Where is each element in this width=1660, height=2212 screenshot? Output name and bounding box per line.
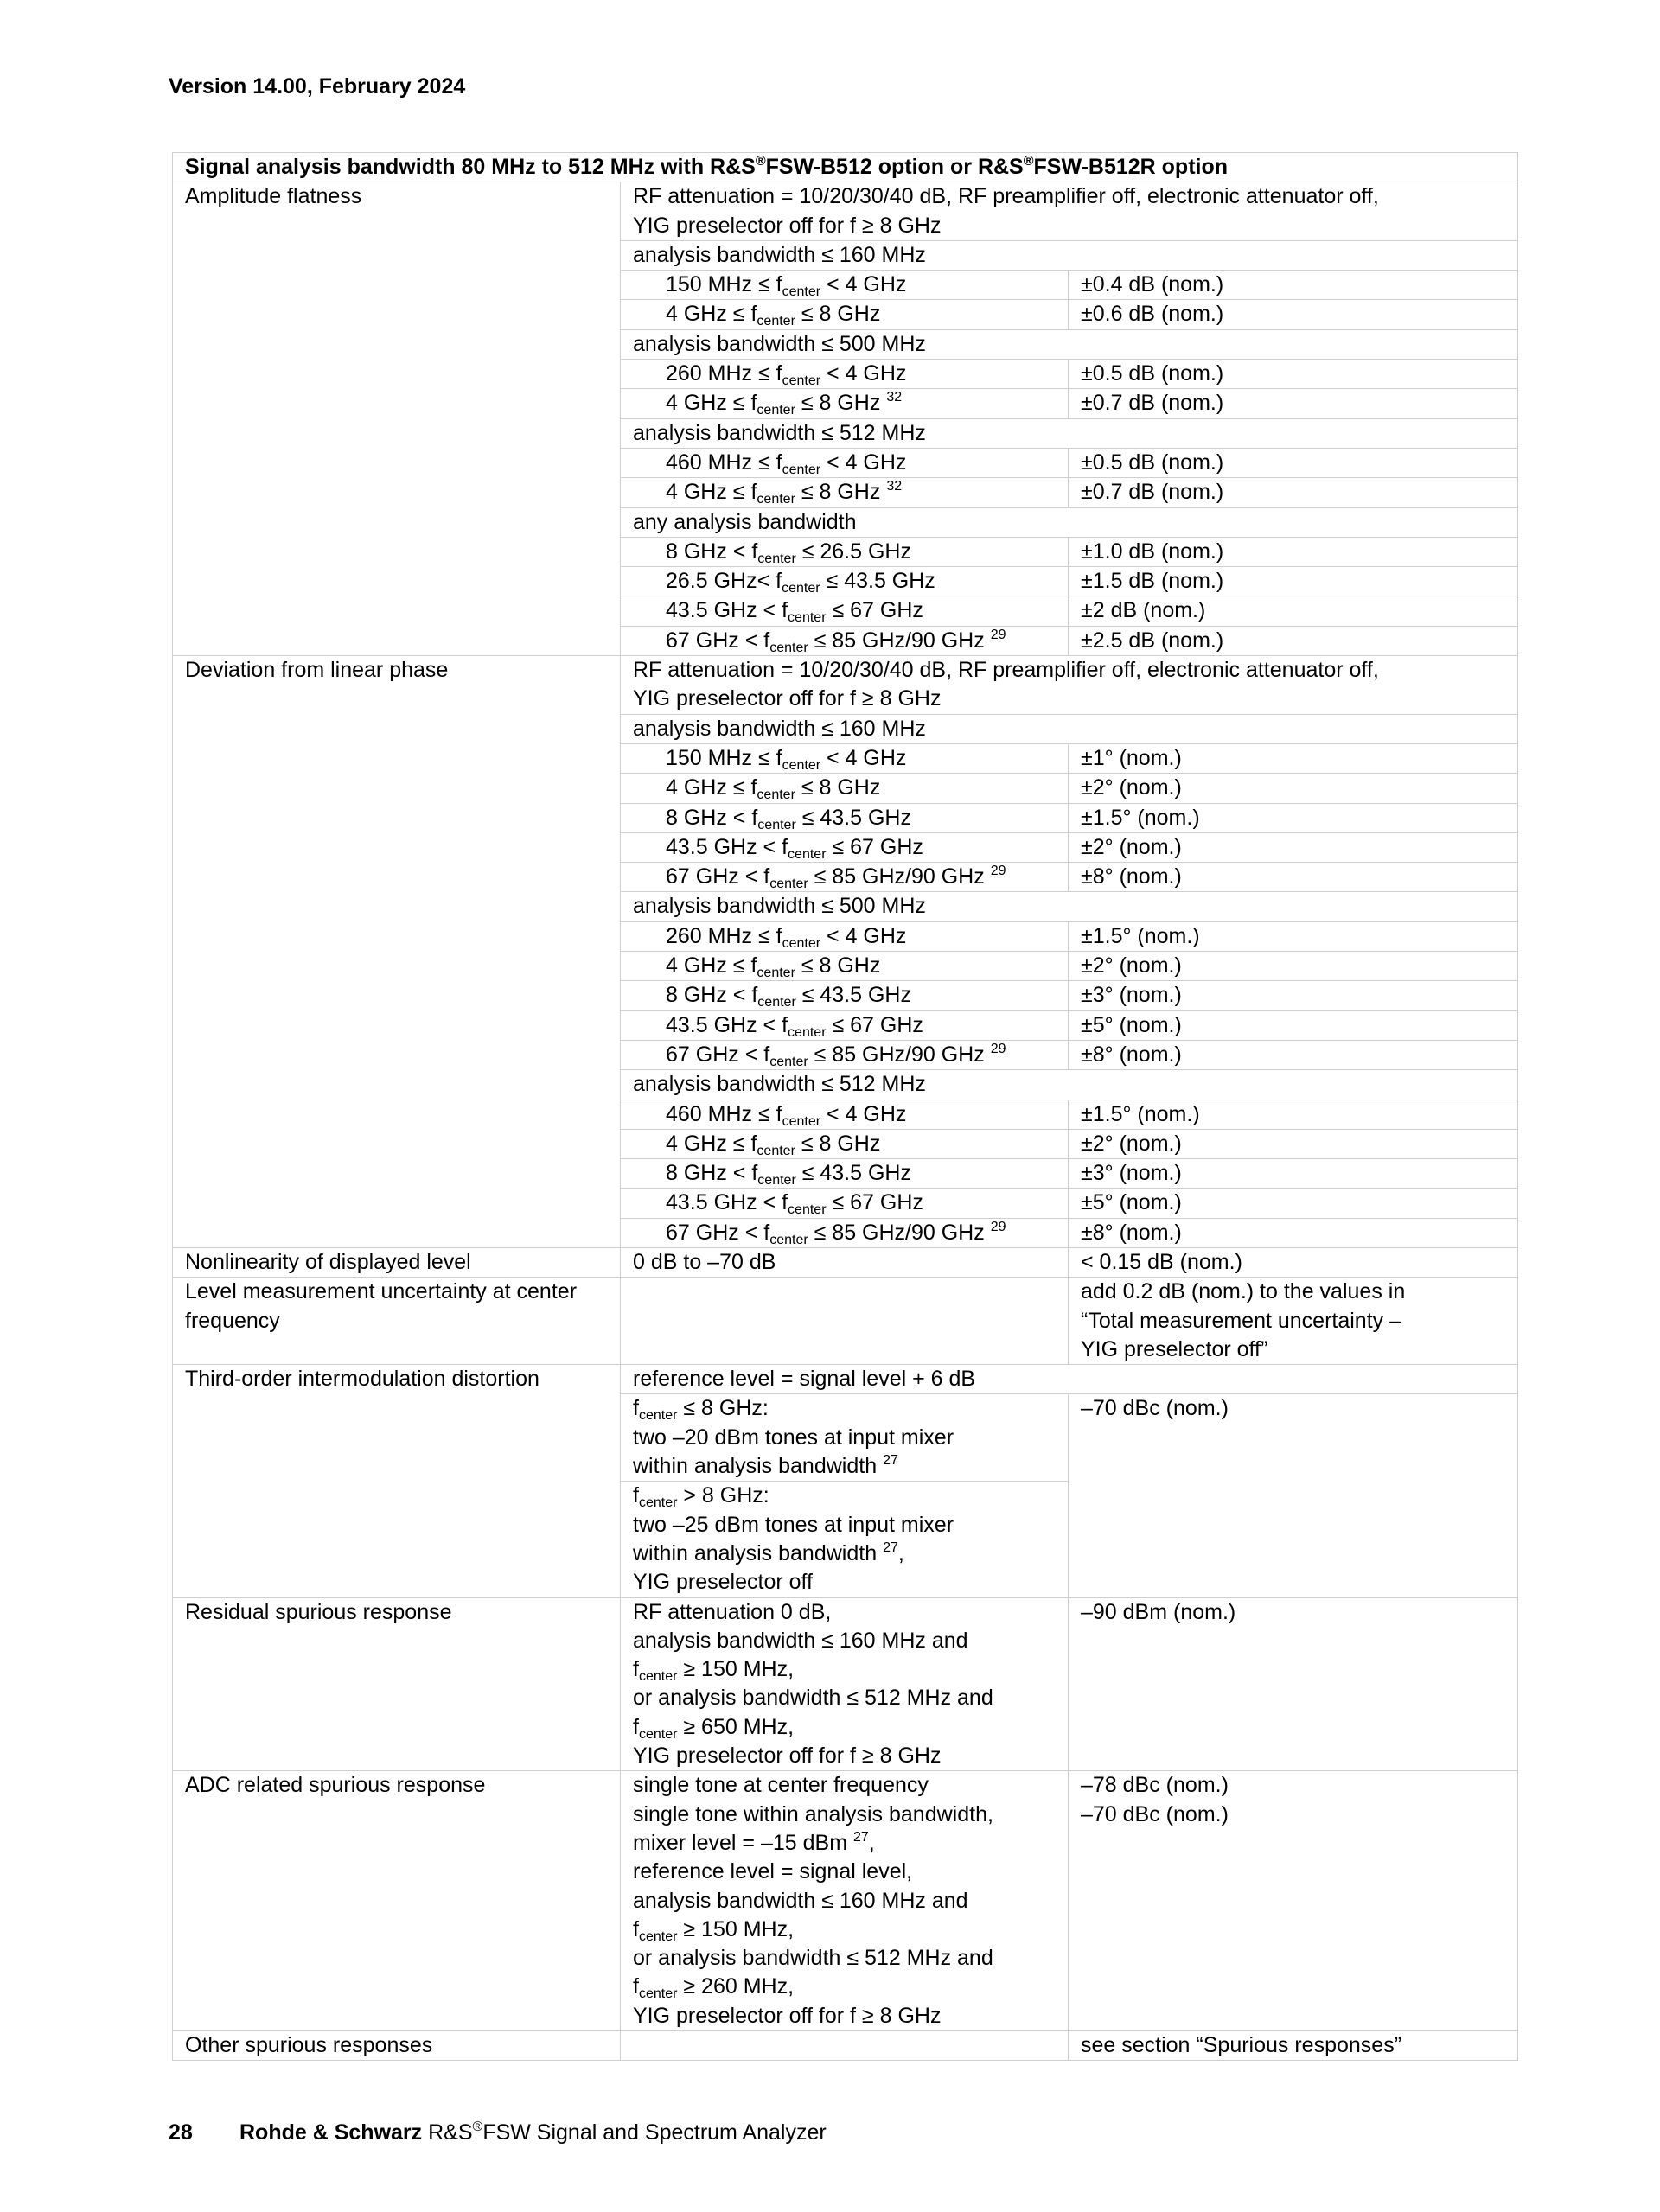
table-row	[173, 182, 1518, 241]
condition-cell: analysis bandwidth ≤ 512 MHz	[621, 418, 1518, 448]
condition-cell: 8 GHz < $f_{center} \le 43.5$ GHz	[621, 981, 1069, 1010]
condition-cell: 4 GHz ≤ $f_{center} \le 8$ GHz	[621, 300, 1069, 329]
section-header-row	[173, 153, 1518, 182]
spec-table-body	[173, 182, 1518, 2061]
condition-cell: 67 GHz < $f_{center} \le 85$ GHz/90 GHz $^{29}$	[621, 863, 1069, 892]
condition-cell: 67 GHz < $f_{center} \le 85$ GHz/90 GHz $^{29}$	[621, 1040, 1069, 1069]
condition-cell: $f_{center} \le 8$ GHz: two –20 dBm tones at input mixer within analysis bandwidth $^{27}$	[621, 1394, 1069, 1482]
condition-cell: 0 dB to –70 dB	[621, 1247, 1069, 1277]
parameter-name: Third-order intermodulation distortion	[173, 1365, 621, 1597]
value-cell: ±0.5 dB (nom.)	[1069, 448, 1518, 477]
condition-cell: 4 GHz ≤ $f_{center} \le 8$ GHz $^{32}$	[621, 389, 1069, 418]
condition-cell: 460 MHz ≤ $f_{center} < 4$ GHz	[621, 1100, 1069, 1129]
value-cell: ±2° (nom.)	[1069, 774, 1518, 803]
value-cell: ±1.0 dB (nom.)	[1069, 537, 1518, 566]
condition-cell: analysis bandwidth ≤ 500 MHz	[621, 329, 1518, 359]
condition-cell: analysis bandwidth ≤ 160 MHz	[621, 714, 1518, 743]
value-cell: –90 dBm (nom.)	[1069, 1597, 1518, 1771]
condition-cell: 43.5 GHz < $f_{center} \le 67$ GHz	[621, 1189, 1069, 1218]
parameter-name: Level measurement uncertainty at center frequency	[173, 1278, 621, 1365]
value-cell: ±8° (nom.)	[1069, 1040, 1518, 1069]
value-cell: ±0.7 dB (nom.)	[1069, 478, 1518, 507]
condition-cell: 4 GHz ≤ $f_{center} \le 8$ GHz	[621, 774, 1069, 803]
condition-cell: 8 GHz < $f_{center} \le 43.5$ GHz	[621, 1159, 1069, 1189]
condition-cell: 460 MHz ≤ $f_{center} < 4$ GHz	[621, 448, 1069, 477]
value-cell: ±1° (nom.)	[1069, 743, 1518, 773]
page-footer	[169, 2120, 827, 2145]
value-cell: add 0.2 dB (nom.) to the values in “Total measurement uncertainty – YIG preselector off”	[1069, 1278, 1518, 1365]
condition-cell: $f_{center} > 8$ GHz: two –25 dBm tones at input mixer within analysis bandwidth $^{27}$, YIG preselector off	[621, 1482, 1069, 1597]
condition-cell: RF attenuation = 10/20/30/40 dB, RF preamplifier off, electronic attenuator off, YIG preselector off for f ≥ 8 GHz	[621, 656, 1518, 715]
condition-cell: reference level = signal level + 6 dB	[621, 1365, 1518, 1394]
value-cell: –70 dBc (nom.)	[1069, 1394, 1518, 1597]
condition-cell: 150 MHz ≤ $f_{center} < 4$ GHz	[621, 743, 1069, 773]
page-number: 28	[169, 2120, 193, 2145]
condition-cell: 4 GHz ≤ $f_{center} \le 8$ GHz	[621, 952, 1069, 981]
condition-cell: RF attenuation 0 dB, analysis bandwidth ≤ 160 MHz and $f_{center} \ge 150$ MHz, or analysis bandwidth ≤ 512 MHz and $f_{center} \ge 650$ MHz, YIG preselector off for f ≥ 8 GHz	[621, 1597, 1069, 1771]
condition-cell: 8 GHz < $f_{center} \le 26.5$ GHz	[621, 537, 1069, 566]
condition-cell: 26.5 $GHz< f_{center} \le 43.5$ GHz	[621, 567, 1069, 596]
value-cell: ±3° (nom.)	[1069, 981, 1518, 1010]
parameter-name: Deviation from linear phase	[173, 656, 621, 1248]
footer-product: R&S®FSW Signal and Spectrum Analyzer	[428, 2120, 827, 2145]
value-cell: ±1.5° (nom.)	[1069, 921, 1518, 951]
condition-cell: 43.5 GHz < $f_{center} \le 67$ GHz	[621, 832, 1069, 862]
table-row	[173, 1278, 1518, 1365]
value-cell: < 0.15 dB (nom.)	[1069, 1247, 1518, 1277]
value-cell: ±2.5 dB (nom.)	[1069, 626, 1518, 655]
value-cell: ±8° (nom.)	[1069, 1218, 1518, 1247]
condition-cell: 67 GHz < $f_{center} \le 85$ GHz/90 GHz $^{29}$	[621, 626, 1069, 655]
value-cell: ±1.5 dB (nom.)	[1069, 567, 1518, 596]
parameter-name: Other spurious responses	[173, 2031, 621, 2061]
spec-table	[172, 152, 1518, 2061]
table-row	[173, 1771, 1518, 2031]
condition-cell: 43.5 GHz < $f_{center} \le 67$ GHz	[621, 1010, 1069, 1040]
value-cell: ±0.4 dB (nom.)	[1069, 271, 1518, 300]
value-cell: ±5° (nom.)	[1069, 1010, 1518, 1040]
value-cell: ±5° (nom.)	[1069, 1189, 1518, 1218]
table-row	[173, 1365, 1518, 1394]
condition-cell: analysis bandwidth ≤ 160 MHz	[621, 240, 1518, 270]
value-cell: ±8° (nom.)	[1069, 863, 1518, 892]
value-cell: ±0.7 dB (nom.)	[1069, 389, 1518, 418]
value-cell: ±0.6 dB (nom.)	[1069, 300, 1518, 329]
value-cell: see section “Spurious responses”	[1069, 2031, 1518, 2061]
section-title: Signal analysis bandwidth 80 MHz to 512 MHz with R&S®FSW-B512 option or R&S®FSW-B512R option	[173, 153, 1518, 182]
condition-cell: 260 MHz ≤ $f_{center} < 4$ GHz	[621, 360, 1069, 389]
table-row	[173, 656, 1518, 715]
value-cell: ±2° (nom.)	[1069, 952, 1518, 981]
condition-cell: 67 GHz < $f_{center} \le 85$ GHz/90 GHz $^{29}$	[621, 1218, 1069, 1247]
condition-cell: analysis bandwidth ≤ 500 MHz	[621, 892, 1518, 921]
parameter-name: ADC related spurious response	[173, 1771, 621, 2031]
value-cell: ±1.5° (nom.)	[1069, 1100, 1518, 1129]
value-cell: ±3° (nom.)	[1069, 1159, 1518, 1189]
condition-cell: any analysis bandwidth	[621, 507, 1518, 537]
table-row	[173, 1597, 1518, 1771]
condition-cell: single tone at center frequency single tone within analysis bandwidth, mixer level = –15 dBm $^{27}$, reference level = signal level, analysis bandwidth ≤ 160 MHz and $f_{center} \ge 150$ MHz, or analysis bandwidth ≤ 512 MHz and $f_{center} \ge 260$ MHz, YIG preselector off for f ≥ 8 GHz	[621, 1771, 1069, 2031]
condition-cell	[621, 2031, 1069, 2061]
value-cell: ±2° (nom.)	[1069, 1129, 1518, 1158]
value-cell: ±2° (nom.)	[1069, 832, 1518, 862]
condition-cell: 8 GHz < $f_{center} \le 43.5$ GHz	[621, 803, 1069, 832]
table-row	[173, 2031, 1518, 2061]
value-cell: –78 dBc (nom.) –70 dBc (nom.)	[1069, 1771, 1518, 2031]
table-row	[173, 1247, 1518, 1277]
condition-cell: 260 MHz ≤ $f_{center} < 4$ GHz	[621, 921, 1069, 951]
condition-cell: analysis bandwidth ≤ 512 MHz	[621, 1070, 1518, 1100]
value-cell: ±0.5 dB (nom.)	[1069, 360, 1518, 389]
value-cell: ±2 dB (nom.)	[1069, 596, 1518, 626]
condition-cell: 43.5 GHz < $f_{center} \le 67$ GHz	[621, 596, 1069, 626]
condition-cell: RF attenuation = 10/20/30/40 dB, RF preamplifier off, electronic attenuator off, YIG preselector off for f ≥ 8 GHz	[621, 182, 1518, 241]
value-cell: ±1.5° (nom.)	[1069, 803, 1518, 832]
footer-brand: Rohde & Schwarz	[239, 2120, 423, 2145]
condition-cell	[621, 1278, 1069, 1365]
parameter-name: Residual spurious response	[173, 1597, 621, 1771]
parameter-name: Amplitude flatness	[173, 182, 621, 656]
document-version: Version 14.00, February 2024	[169, 74, 466, 99]
condition-cell: 4 GHz ≤ $f_{center} \le 8$ GHz	[621, 1129, 1069, 1158]
condition-cell: 4 GHz ≤ $f_{center} \le 8$ GHz $^{32}$	[621, 478, 1069, 507]
condition-cell: 150 MHz ≤ $f_{center} < 4$ GHz	[621, 271, 1069, 300]
parameter-name: Nonlinearity of displayed level	[173, 1247, 621, 1277]
